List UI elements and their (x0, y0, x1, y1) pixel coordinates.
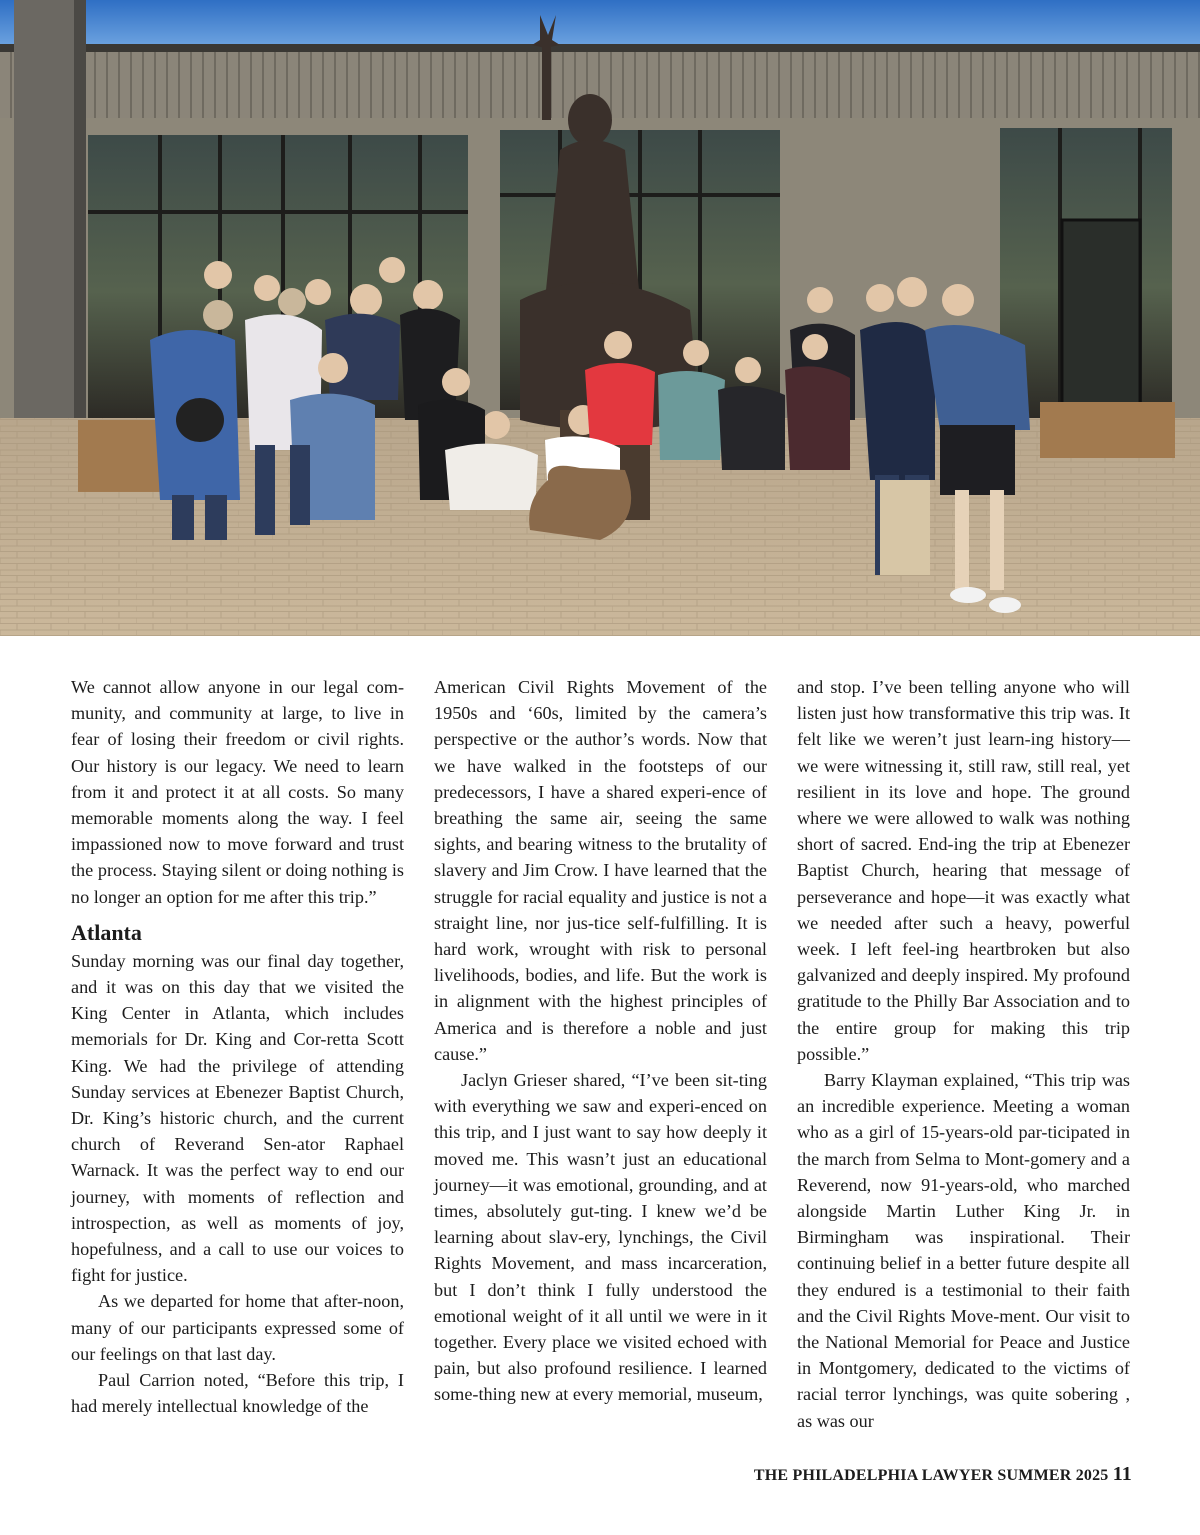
group-photo (0, 0, 1200, 636)
article-column-1 (71, 674, 404, 1419)
article-column-3 (797, 674, 1130, 1434)
section-heading: Atlanta (71, 919, 142, 945)
group-photo-icon (0, 0, 1200, 636)
paragraph: and stop. I’ve been telling anyone who will listen just how transformative this trip was. It felt like we weren’t just learn-ing history—we were witnessing it, still raw, still real, yet resilient in its love and hope. The ground where we were allowed to walk was nothing short of sacred. End-ing the trip at Ebenezer Baptist Church, hearing that message of perseverance and hope—it was exactly what we needed after such a heavy, powerful week. I left feel-ing heartbroken but also galvanized and deeply inspired. My profound gratitude to the Philly Bar Association and to the entire group for making this trip possible.” (797, 677, 1130, 1064)
paragraph: American Civil Rights Movement of the 1950s and ‘60s, limited by the camera’s perspective or the author’s words. Now that we have walked in the footsteps of our predecessors, I have a shared experi-ence of breathing the same air, seeing the same sights, and bearing witness to the brutality of slavery and Jim Crow. I have learned that the struggle for racial equality and justice is not a straight line, nor jus-tice self-fulfilling. It is hard work, wrought with risk to personal livelihoods, bodies, and life. But the work is in alignment with the highest principles of America and is therefore a noble and just cause.” (434, 677, 767, 1064)
paragraph: Paul Carrion noted, “Before this trip, I had merely intellectual knowledge of the (71, 1370, 404, 1417)
paragraph: Jaclyn Grieser shared, “I’ve been sit-ting with everything we saw and experi-enced on this trip, and I just want to say how deeply it moved me. This wasn’t just an educational journey—it was emotional, grounding, and at times, absolutely gut-ting. I knew we’d be learning about slav-ery, lynchings, the Civil Rights Movement, and mass incarceration, but I don’t think I fully understood the emotional weight of it all until we were in it together. Every place we visited echoed with pain, but also profound resilience. I learned some-thing new at every memorial, museum, (434, 1070, 767, 1405)
page-footer (754, 1463, 1132, 1486)
paragraph: As we departed for home that after-noon, many of our participants expressed some of our feelings on that last day. (71, 1291, 404, 1364)
paragraph: Barry Klayman explained, “This trip was an incredible experience. Meeting a woman who as a girl of 15-years-old par-ticipated in the march from Selma to Mont-gomery and a Reverend, now 91-years-old, who marched alongside Martin Luther King Jr. in Birmingham was inspirational. Their continuing belief in a better future despite all they endured is a testimonial to their faith and the Civil Rights Move-ment. Our visit to the National Memorial for Peace and Justice in Montgomery, dedicated to the victims of racial terror lynchings, was quite sobering , as was our (797, 1070, 1130, 1431)
paragraph: We cannot allow anyone in our legal com-munity, and community at large, to live in fear of losing their freedom or civil rights. Our history is our legacy. We need to learn from it and protect it at all costs. So many memorable moments along the way. I feel impassioned now to move forward and trust the process. Staying silent or doing nothing is no longer an option for me after this trip.” (71, 677, 404, 907)
article-column-2 (434, 674, 767, 1408)
magazine-title: THE PHILADELPHIA LAWYER SUMMER 2025 (753, 1467, 1109, 1484)
paragraph: Sunday morning was our final day together, and it was on this day that we visited the King Center in Atlanta, which includes memorials for Dr. King and Cor-retta Scott King. We had the privilege of attending Sunday services at Ebenezer Baptist Church, Dr. King’s historic church, and the current church of Reverand Sen-ator Raphael Warnack. It was the perfect way to end our journey, with moments of reflection and introspection, as well as moments of joy, hopefulness, and a call to use our voices to fight for justice. (71, 950, 404, 1286)
page-number: 11 (1112, 1463, 1132, 1485)
